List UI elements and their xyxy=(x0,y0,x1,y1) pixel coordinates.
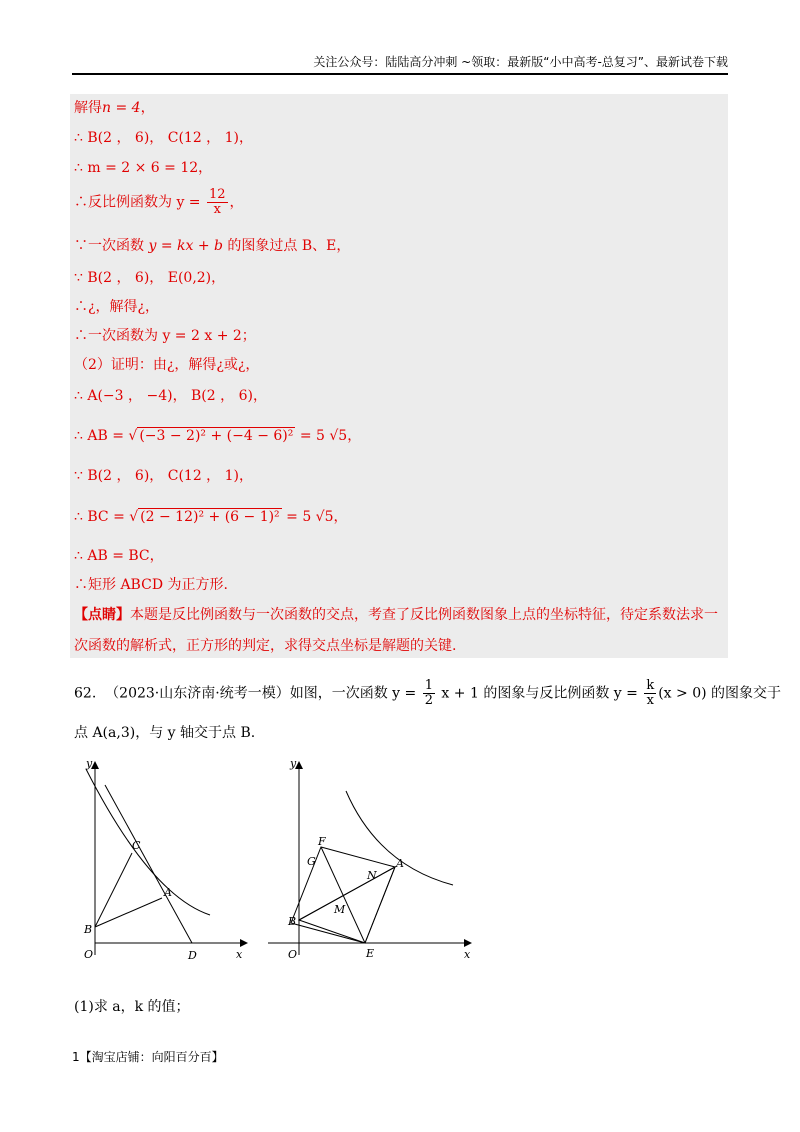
solution-line-12: ∵ B(2 ， 6)， C(12 ， 1)， xyxy=(74,468,253,484)
figure-1 xyxy=(70,755,250,970)
footer-text: 【淘宝店铺：向阳百分百】 xyxy=(79,1050,224,1064)
text: x + 1 的图象与反比例函数 y = xyxy=(436,685,643,702)
note-label: 【点睛】 xyxy=(74,607,130,623)
label-x: x xyxy=(236,948,243,961)
label-o: O xyxy=(288,948,298,961)
solution-line-14: ∴ AB = BC， xyxy=(74,548,164,564)
numerator: 1 xyxy=(424,678,433,693)
note-text: 本题是反比例函数与一次函数的交点，考查了反比例函数图象上点的坐标特征，待定系数法求一次函数的解析式，正方形的判定，求得交点坐标是解题的关键. xyxy=(74,607,718,654)
label-n: N xyxy=(367,869,377,882)
solution-line-7: ∴¿，解得¿， xyxy=(74,299,160,315)
label-e: E xyxy=(366,947,375,960)
numerator: k xyxy=(646,678,655,693)
label-g: G xyxy=(307,855,316,868)
segment-bc xyxy=(95,853,132,927)
solution-line-13 xyxy=(74,506,348,526)
label-f: F xyxy=(318,835,326,848)
fraction xyxy=(207,188,228,217)
text: ， xyxy=(140,100,155,116)
label-d: D xyxy=(188,949,197,962)
figure-2 xyxy=(268,755,478,970)
denominator: 2 xyxy=(424,693,433,708)
math: n = 4 xyxy=(102,100,141,116)
segment-ba xyxy=(95,898,162,927)
text: ， xyxy=(229,194,244,211)
solution-line-11 xyxy=(74,425,361,445)
solution-line-3: ∴ m = 2 × 6 = 12， xyxy=(74,160,213,176)
question-number: 62. xyxy=(74,685,97,702)
x-arrow-icon xyxy=(240,939,248,947)
radicand: (2 − 12)² + (6 − 1)² xyxy=(140,509,280,525)
page-footer xyxy=(72,1048,224,1065)
text: 解得 xyxy=(74,100,102,116)
label-o: O xyxy=(84,948,94,961)
question-line-2: 点 A(a,3)，与 y 轴交于点 B. xyxy=(74,725,256,741)
page-header: 关注公众号：陆陆高分冲刺 ~领取：最新版“小中高考-总复习”、最新试卷下载 xyxy=(313,55,728,69)
dianjing-note xyxy=(74,600,724,662)
denominator: x xyxy=(213,202,221,217)
triangle-bea xyxy=(299,867,395,943)
label-a: A xyxy=(164,886,172,899)
label-y: y xyxy=(86,757,93,770)
solution-line-9: （2）证明：由¿，解得¿或¿， xyxy=(74,357,260,373)
segment-fe xyxy=(321,847,365,943)
text: = 5 √5， xyxy=(295,428,362,444)
denominator: x xyxy=(646,693,654,708)
solution-line-10: ∴ A(−3 ， −4)， B(2 ， 6)， xyxy=(74,388,267,404)
text: ∴ AB = √ xyxy=(74,428,138,444)
text: 如图，一次函数 y = xyxy=(289,685,421,702)
label-c: C xyxy=(132,839,141,852)
solution-line-5 xyxy=(74,235,350,255)
text: (x > 0) 的图象交于 xyxy=(658,685,782,702)
x-arrow-icon xyxy=(464,939,472,947)
page-number: 1 xyxy=(72,1050,80,1064)
fraction xyxy=(423,679,435,708)
text: ∴反比例函数为 y = xyxy=(74,194,205,211)
question-source: （2023·山东济南·统考一模） xyxy=(105,685,290,702)
hyperbola-curve xyxy=(86,769,210,915)
solution-line-6: ∵ B(2 ， 6)， E(0,2)， xyxy=(74,270,226,286)
question-line-1 xyxy=(74,679,781,708)
hyperbola-curve xyxy=(346,791,453,885)
label-a: A xyxy=(396,857,404,870)
solution-line-4 xyxy=(74,188,244,217)
solution-line-1 xyxy=(74,97,155,117)
numerator: 12 xyxy=(209,187,226,202)
text: ∴ BC = √ xyxy=(74,509,139,525)
label-b: B xyxy=(288,915,297,928)
label-b: B xyxy=(84,923,93,936)
label-m: M xyxy=(334,903,346,916)
fraction xyxy=(644,679,656,708)
solution-line-15: ∴矩形 ABCD 为正方形. xyxy=(74,577,228,593)
solution-line-8: ∴一次函数为 y = 2 x + 2； xyxy=(74,328,256,344)
line-cd xyxy=(105,785,192,943)
header-rule xyxy=(72,73,728,75)
label-x: x xyxy=(464,948,471,961)
text: = 5 √5， xyxy=(281,509,348,525)
label-y: y xyxy=(290,757,297,770)
math: y = kx + b xyxy=(148,238,223,254)
question-part-1: (1)求 a，k 的值； xyxy=(74,999,190,1015)
segment-ba xyxy=(299,867,395,920)
solution-line-2: ∴ B(2 ， 6)， C(12 ， 1)， xyxy=(74,130,253,146)
text: ∵一次函数 xyxy=(74,238,149,254)
radicand: (−3 − 2)² + (−4 − 6)² xyxy=(139,428,294,444)
text: 的图象过点 B、E， xyxy=(222,238,351,254)
